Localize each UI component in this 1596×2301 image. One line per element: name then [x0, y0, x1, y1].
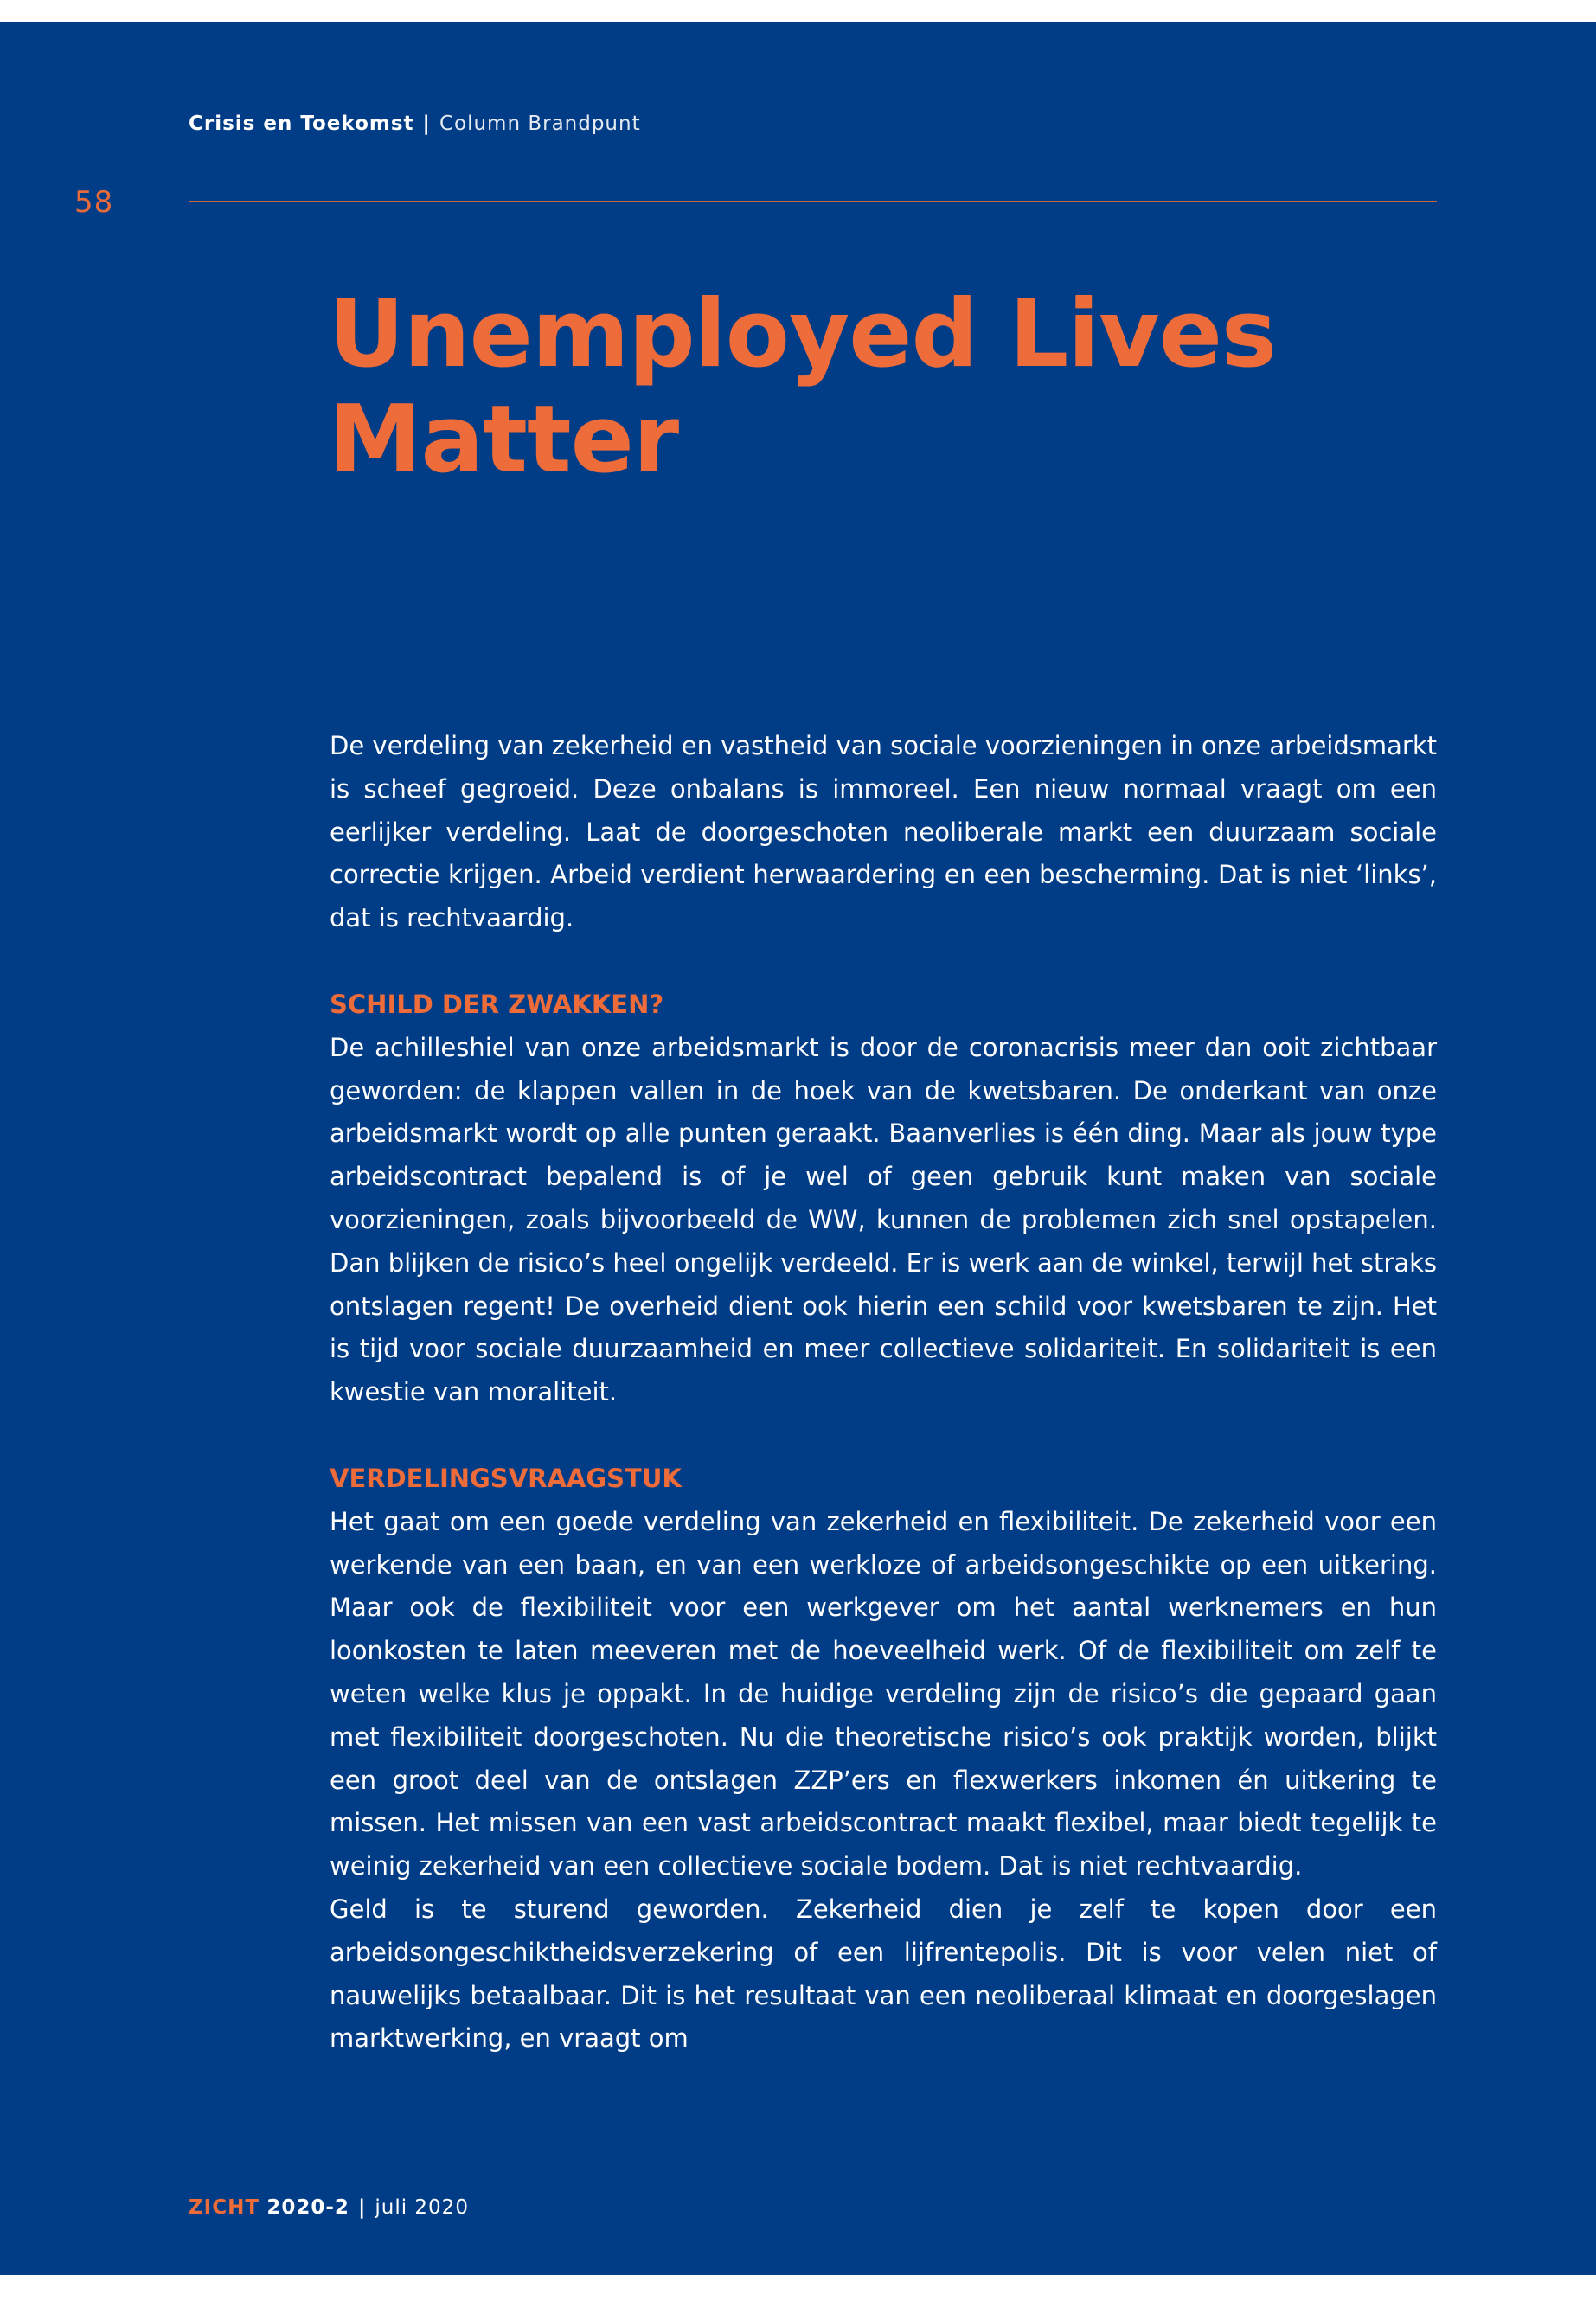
footer-date: juli 2020 [375, 2196, 469, 2219]
section-paragraph-verdeling-1: Het gaat om een goede verdeling van zekerheid en flexibiliteit. De zekerheid voor een werkende van een baan, en van een werkloze of arbeidsongeschikte op een uitkering. Maar ook de flexibiliteit voor een werkgever om het aantal werknemers en hun loonkosten te laten meeveren met de hoeveelheid werk. Of de flexibiliteit om zelf te weten welke klus je oppakt. In de huidige verdeling zijn de risico’s die gepaard gaan met flexibiliteit doorgeschoten. Nu die theoretische risico’s ook praktijk worden, blijkt een groot deel van de ontslagen ZZP’ers en flexwerkers inkomen én uitkering te missen. Het missen van een vast arbeidscontract maakt flexibel, maar biedt tegelijk te weinig zekerheid van een collectieve sociale bodem. Dat is niet rechtvaardig. [330, 1506, 1437, 1881]
section-heading-verdeling: VERDELINGSVRAAGSTUK [330, 1463, 682, 1493]
spacer [330, 1414, 1437, 1458]
footer-separator: | [357, 2196, 367, 2219]
header-rule [189, 201, 1437, 202]
section-paragraph-verdeling-2: Geld is te sturend geworden. Zekerheid dien je zelf te kopen door een arbeidsongeschiktheidsverzekering of een lijfrentepolis. Dit is voor velen niet of nauwelijks betaalbaar. Dit is het resultaat van een neoliberaal klimaat en doorgeslagen marktwerking, en vraagt om [330, 1894, 1437, 2054]
article-body [330, 725, 1437, 2061]
article-title [329, 282, 1453, 493]
page [0, 22, 1596, 2275]
page-number: 58 [74, 185, 114, 220]
section-paragraph-schild: De achilleshiel van onze arbeidsmarkt is door de coronacrisis meer dan ooit zichtbaar geworden: de klappen vallen in de hoek van de kwetsbaren. De onderkant van onze arbeidsmarkt wordt op alle punten geraakt. Baanverlies is één ding. Maar als jouw type arbeidscontract bepalend is of je wel of geen gebruik kunt maken van sociale voorzieningen, zoals bijvoorbeeld de WW, kunnen de problemen zich snel opstapelen. Dan blijken de risico’s heel ongelijk verdeeld. Er is werk aan de winkel, terwijl het straks ontslagen regent! De overheid dient ook hierin een schild voor kwetsbaren te zijn. Het is tijd voor sociale duurzaamheid en meer collectieve solidariteit. En solidariteit is een kwestie van moraliteit. [330, 1032, 1437, 1407]
header-section: Crisis en Toekomst [189, 112, 414, 135]
footer-brand: ZICHT [189, 2196, 260, 2219]
running-footer [189, 2196, 469, 2219]
section-heading-schild: SCHILD DER ZWAKKEN? [330, 989, 664, 1019]
footer-issue: 2020-2 [266, 2196, 349, 2219]
title-line-1: Unemployed Lives [329, 280, 1277, 388]
running-header [189, 112, 641, 135]
spacer [330, 940, 1437, 984]
header-column: Column Brandpunt [439, 112, 641, 135]
header-separator: | [422, 112, 431, 135]
intro-paragraph: De verdeling van zekerheid en vastheid van sociale voorzieningen in onze arbeidsmarkt is scheef gegroeid. Deze onbalans is immoreel. Een nieuw normaal vraagt om een eerlijker verdeling. Laat de doorgeschoten neoliberale markt een duurzaam sociale correctie krijgen. Arbeid verdient herwaardering en een bescherming. Dat is niet ‘links’, dat is rechtvaardig. [330, 731, 1437, 933]
title-line-2: Matter [329, 386, 679, 494]
